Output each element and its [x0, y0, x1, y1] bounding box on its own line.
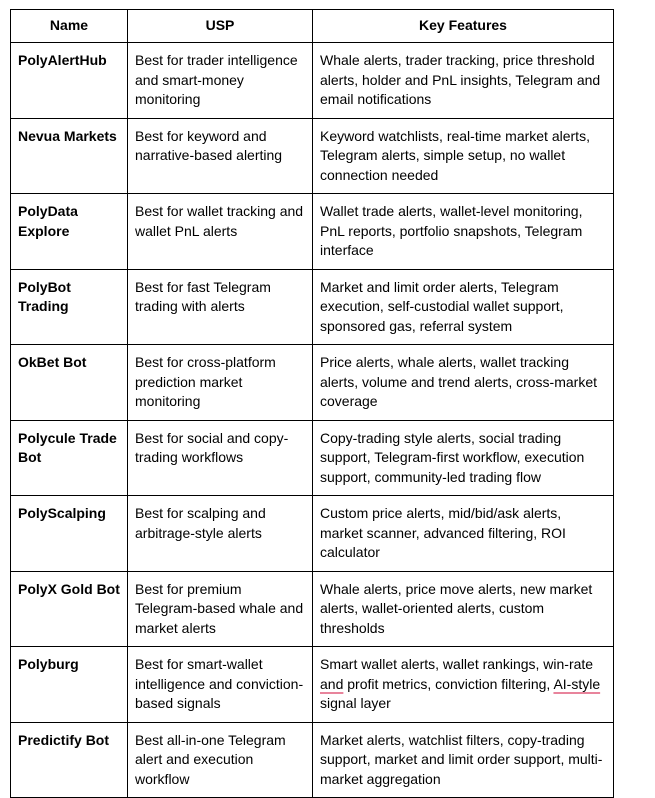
- tool-name: PolyAlertHub: [11, 43, 128, 119]
- tool-name: OkBet Bot: [11, 345, 128, 421]
- table-row: [11, 571, 614, 647]
- tool-name: PolyData Explore: [11, 194, 128, 270]
- tool-usp: Best all-in-one Telegram alert and execution workflow: [128, 722, 313, 798]
- tool-name: Nevua Markets: [11, 118, 128, 194]
- tool-features: Wallet trade alerts, wallet-level monitoring, PnL reports, portfolio snapshots, Telegram interface: [313, 194, 614, 270]
- tool-features: Market and limit order alerts, Telegram execution, self-custodial wallet support, sponsored gas, referral system: [313, 269, 614, 345]
- features-text: Smart wallet alerts, wallet rankings, win-rate: [320, 656, 594, 672]
- tool-name: Polycule Trade Bot: [11, 420, 128, 496]
- table-row: [11, 194, 614, 270]
- tool-name: PolyBot Trading: [11, 269, 128, 345]
- header-usp: USP: [128, 10, 313, 43]
- tool-usp: Best for trader intelligence and smart-money monitoring: [128, 43, 313, 119]
- tool-features: Market alerts, watchlist filters, copy-trading support, market and limit order support, multi-market aggregation: [313, 722, 614, 798]
- tool-features: Whale alerts, price move alerts, new market alerts, wallet-oriented alerts, custom thresholds: [313, 571, 614, 647]
- comparison-table: [10, 9, 614, 798]
- table-row: [11, 496, 614, 572]
- table-row: [11, 420, 614, 496]
- header-name: Name: [11, 10, 128, 43]
- spellcheck-marked-word: AI-style: [553, 675, 601, 692]
- table-row: [11, 43, 614, 119]
- tool-features: Whale alerts, trader tracking, price threshold alerts, holder and PnL insights, Telegram and email notifications: [313, 43, 614, 119]
- table-row: [11, 345, 614, 421]
- spellcheck-marked-word: and: [320, 675, 344, 692]
- features-text: signal layer: [320, 695, 391, 711]
- tool-usp: Best for social and copy-trading workflows: [128, 420, 313, 496]
- tool-usp: Best for smart-wallet intelligence and conviction-based signals: [128, 647, 313, 723]
- tool-usp: Best for premium Telegram-based whale and market alerts: [128, 571, 313, 647]
- tool-name: Polyburg: [11, 647, 128, 723]
- tool-name: Predictify Bot: [11, 722, 128, 798]
- features-text: profit metrics, conviction filtering,: [343, 675, 554, 692]
- tool-usp: Best for scalping and arbitrage-style alerts: [128, 496, 313, 572]
- tool-features: Keyword watchlists, real-time market alerts, Telegram alerts, simple setup, no wallet connection needed: [313, 118, 614, 194]
- tool-usp: Best for cross-platform prediction market monitoring: [128, 345, 313, 421]
- tool-features: Copy-trading style alerts, social trading support, Telegram-first workflow, execution support, community-led trading flow: [313, 420, 614, 496]
- tool-usp: Best for fast Telegram trading with alerts: [128, 269, 313, 345]
- table-row: [11, 722, 614, 798]
- tool-features: Price alerts, whale alerts, wallet tracking alerts, volume and trend alerts, cross-market coverage: [313, 345, 614, 421]
- tool-usp: Best for wallet tracking and wallet PnL alerts: [128, 194, 313, 270]
- header-row: [11, 10, 614, 43]
- table-row: [11, 647, 614, 723]
- table-row: [11, 118, 614, 194]
- tool-features: [313, 647, 614, 723]
- tool-name: PolyScalping: [11, 496, 128, 572]
- table-row: [11, 269, 614, 345]
- tool-name: PolyX Gold Bot: [11, 571, 128, 647]
- tool-usp: Best for keyword and narrative-based alerting: [128, 118, 313, 194]
- header-key-features: Key Features: [313, 10, 614, 43]
- tool-features: Custom price alerts, mid/bid/ask alerts, market scanner, advanced filtering, ROI calculator: [313, 496, 614, 572]
